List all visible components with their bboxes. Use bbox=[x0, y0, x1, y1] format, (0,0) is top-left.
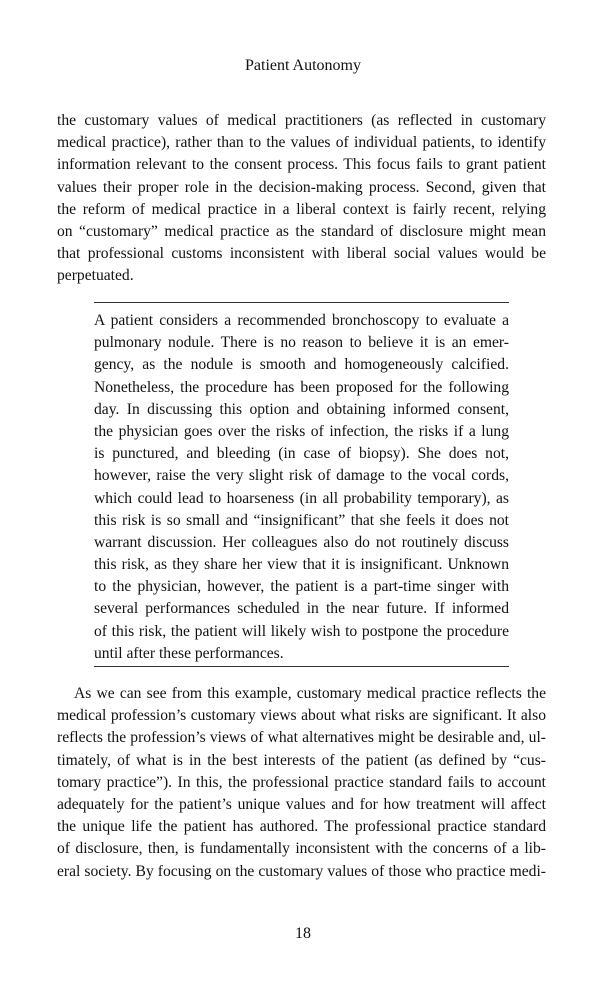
text-line: on “customary” medical practice as the standard of disclosure might mean bbox=[57, 222, 546, 240]
text-line: the customary values of medical practitioners (as reflected in customary bbox=[57, 112, 546, 129]
text-line: the physician goes over the risks of infection, the risks if a lung bbox=[94, 422, 509, 440]
case-example bbox=[94, 310, 509, 665]
text-line: several performances scheduled in the near future. If informed bbox=[94, 600, 509, 618]
text-line: to the physician, however, the patient is a part-time singer with bbox=[94, 578, 509, 596]
text-line: gency, as the nodule is smooth and homogeneously calcified. bbox=[94, 356, 509, 374]
case-bottom-rule bbox=[94, 666, 509, 667]
text-line: reflects the profession’s views of what alternatives might be desirable and, ul- bbox=[57, 729, 546, 747]
text-line: timately, of what is in the best interests of the patient (as defined by “cus- bbox=[57, 751, 546, 769]
text-line: perpetuated. bbox=[57, 267, 134, 285]
text-line: of this risk, the patient will likely wish to postpone the procedure bbox=[94, 622, 509, 640]
running-head: Patient Autonomy bbox=[245, 57, 361, 74]
paragraph-2 bbox=[57, 683, 546, 883]
text-line: As we can see from this example, customary medical practice reflects the bbox=[74, 685, 546, 702]
text-line: A patient considers a recommended bronchoscopy to evaluate a bbox=[94, 312, 509, 329]
text-line: that professional customs inconsistent with liberal social values would be bbox=[57, 245, 546, 263]
text-line: the unique life the patient has authored. The professional practice standard bbox=[57, 818, 546, 836]
text-line: medical profession’s customary views about what risks are significant. It also bbox=[57, 707, 546, 725]
text-line: of disclosure, then, is fundamentally inconsistent with the concerns of a lib- bbox=[57, 840, 546, 858]
case-top-rule bbox=[94, 302, 509, 303]
text-line: Nonetheless, the procedure has been proposed for the following bbox=[94, 378, 509, 396]
text-line: medical practice), rather than to the values of individual patients, to identify bbox=[57, 134, 546, 152]
text-line: information relevant to the consent process. This focus fails to grant patient bbox=[57, 156, 546, 174]
text-line: eral society. By focusing on the customary values of those who practice medi- bbox=[57, 862, 546, 880]
text-line: adequately for the patient’s unique values and for how treatment will affect bbox=[57, 795, 546, 813]
text-line: the reform of medical practice in a liberal context is fairly recent, relying bbox=[57, 200, 546, 218]
text-line: which could lead to hoarseness (in all probability temporary), as bbox=[94, 489, 509, 507]
page-number: 18 bbox=[295, 925, 311, 942]
text-line: however, raise the very slight risk of damage to the vocal cords, bbox=[94, 467, 509, 485]
text-line: is punctured, and bleeding (in case of biopsy). She does not, bbox=[94, 445, 509, 463]
text-line: this risk, as they share her view that it is insignificant. Unknown bbox=[94, 556, 509, 574]
text-line: this risk is so small and “insignificant” that she feels it does not bbox=[94, 511, 509, 529]
text-line: tomary practice”). In this, the professional practice standard fails to account bbox=[57, 773, 546, 791]
paragraph-1 bbox=[57, 110, 546, 288]
text-line: until after these performances. bbox=[94, 644, 284, 662]
text-line: pulmonary nodule. There is no reason to believe it is an emer- bbox=[94, 334, 509, 352]
text-line: values their proper role in the decision-making process. Second, given that bbox=[57, 178, 546, 196]
text-line: day. In discussing this option and obtaining informed consent, bbox=[94, 400, 509, 418]
text-line: warrant discussion. Her colleagues also do not routinely discuss bbox=[94, 533, 509, 551]
